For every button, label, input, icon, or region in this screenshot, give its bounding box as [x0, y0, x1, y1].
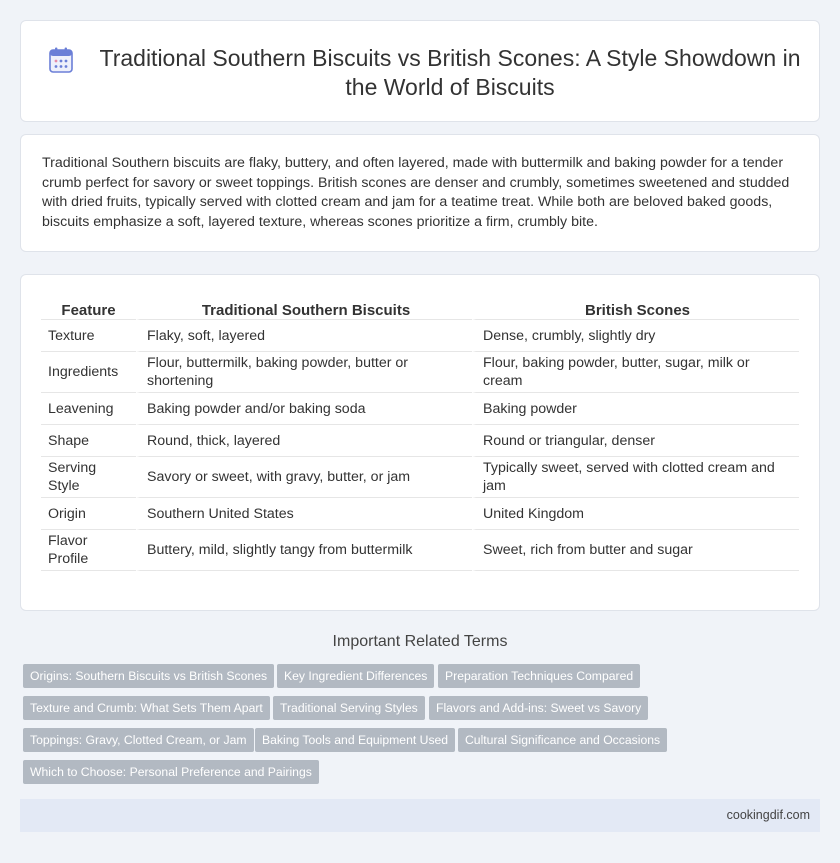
table-row [41, 320, 799, 352]
row-scones-value: Dense, crumbly, slightly dry [472, 320, 799, 352]
row-scones-value: United Kingdom [472, 498, 799, 530]
related-term-link[interactable]: Flavors and Add-ins: Sweet vs Savory [429, 696, 648, 720]
footer-site-name: cookingdif.com [726, 808, 810, 822]
related-terms-title: Important Related Terms [332, 633, 508, 650]
row-feature: Ingredients [41, 352, 136, 393]
row-feature: Origin [41, 498, 136, 530]
footer [20, 799, 820, 832]
table-row [41, 530, 799, 571]
header-southern-biscuits: Traditional Southern Biscuits [136, 295, 472, 320]
table-row [41, 498, 799, 530]
row-scones-value: Sweet, rich from butter and sugar [472, 530, 799, 571]
comparison-table [41, 295, 799, 571]
related-term-link[interactable]: Key Ingredient Differences [277, 664, 434, 688]
intro-paragraph: Traditional Southern biscuits are flaky, buttery, and often layered, made with buttermilk and baking powder for a tender crumb perfect for savory or sweet toppings. British scones are denser and crumbly, sometimes sweetened and studded with dried fruits, typically served with clotted cream and jam for a teatime treat. While both are beloved baked goods, biscuits emphasize a soft, layered texture, whereas scones prioritize a firm, crumbly bite. [42, 155, 790, 230]
row-biscuits-value: Southern United States [136, 498, 472, 530]
related-term-link[interactable]: Cultural Significance and Occasions [458, 728, 667, 752]
related-term-link[interactable]: Origins: Southern Biscuits vs British Scones [23, 664, 274, 688]
row-biscuits-value: Round, thick, layered [136, 425, 472, 457]
related-term-link[interactable]: Which to Choose: Personal Preference and Pairings [23, 760, 319, 784]
row-biscuits-value: Savory or sweet, with gravy, butter, or jam [136, 457, 472, 498]
related-term-link[interactable]: Toppings: Gravy, Clotted Cream, or Jam [23, 728, 254, 752]
table-row [41, 393, 799, 425]
related-term-link[interactable]: Preparation Techniques Compared [438, 664, 640, 688]
table-row [41, 425, 799, 457]
row-feature: Flavor Profile [41, 530, 136, 571]
intro-card [20, 134, 820, 252]
related-term-link[interactable]: Traditional Serving Styles [273, 696, 425, 720]
comparison-card [20, 274, 820, 611]
row-scones-value: Typically sweet, served with clotted cream and jam [472, 457, 799, 498]
page-title: Traditional Southern Biscuits vs British Scones: A Style Showdown in the World of Biscuits [99, 45, 801, 100]
related-term-link[interactable]: Texture and Crumb: What Sets Them Apart [23, 696, 270, 720]
table-row [41, 457, 799, 498]
row-scones-value: Flour, baking powder, butter, sugar, milk or cream [472, 352, 799, 393]
row-scones-value: Baking powder [472, 393, 799, 425]
table-row [41, 352, 799, 393]
calendar-icon [49, 47, 73, 73]
row-biscuits-value: Flaky, soft, layered [136, 320, 472, 352]
title-card [20, 20, 820, 122]
header-feature: Feature [41, 295, 136, 320]
row-feature: Serving Style [41, 457, 136, 498]
row-biscuits-value: Buttery, mild, slightly tangy from buttermilk [136, 530, 472, 571]
row-scones-value: Round or triangular, denser [472, 425, 799, 457]
row-feature: Shape [41, 425, 136, 457]
row-biscuits-value: Baking powder and/or baking soda [136, 393, 472, 425]
row-biscuits-value: Flour, buttermilk, baking powder, butter or shortening [136, 352, 472, 393]
table-header-row [41, 295, 799, 320]
row-feature: Leavening [41, 393, 136, 425]
row-feature: Texture [41, 320, 136, 352]
related-term-link[interactable]: Baking Tools and Equipment Used [255, 728, 455, 752]
header-british-scones: British Scones [472, 295, 799, 320]
